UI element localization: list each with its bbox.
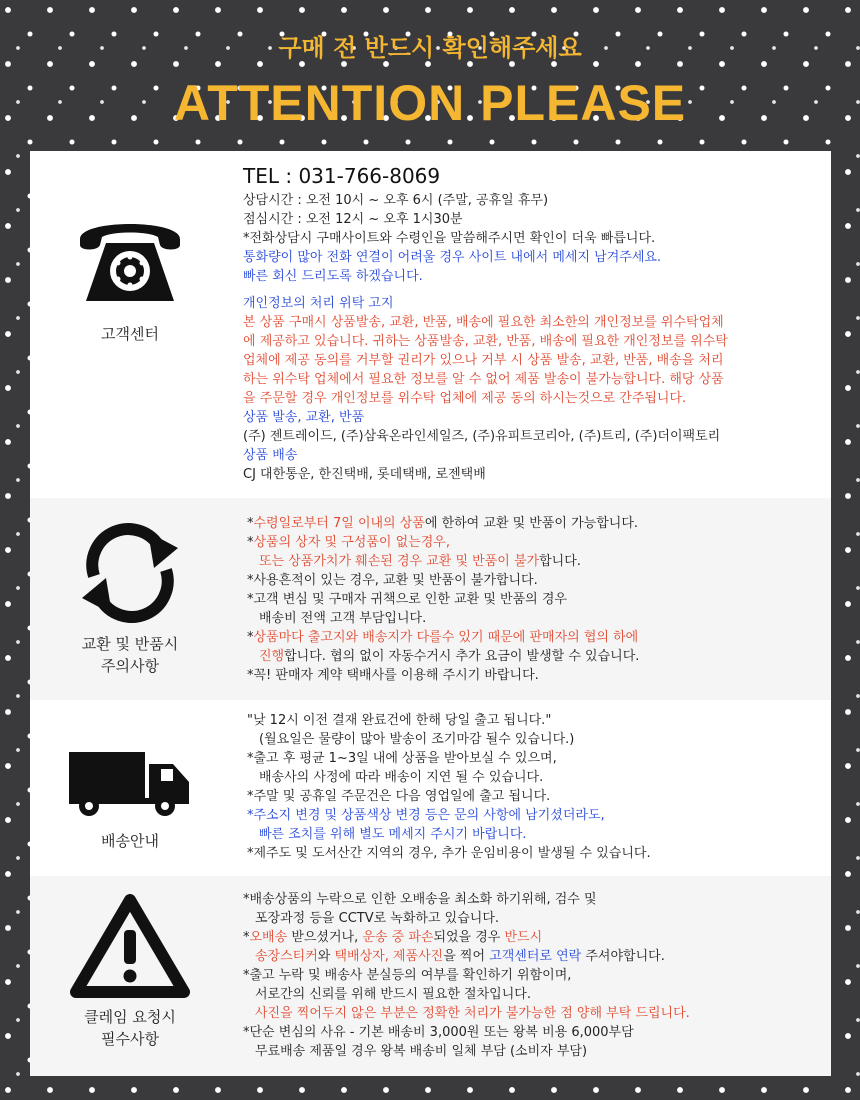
rule-line	[247, 628, 832, 647]
claim-line: 서로간의 신뢰를 위해 반드시 필요한 절차입니다.	[255, 987, 531, 1002]
text-segment: 주셔야합니다.	[581, 949, 665, 964]
claim-label	[30, 1006, 230, 1050]
privacy-line: 에 제공하고 있습니다. 귀하는 상품발송, 교환, 반품, 배송에 필요한 개인정보를 위수탁	[243, 334, 728, 349]
text-segment: 받으셨거나,	[287, 930, 363, 945]
delivery-line: *주말 및 공휴일 주문건은 다음 영업일에 출고 됩니다.	[247, 789, 551, 804]
lunch-hours: 점심시간 : 오전 12시 ~ 오후 1시30분	[243, 212, 463, 227]
delivery-line: 배송사의 사정에 따라 배송이 지연 될 수 있습니다.	[259, 770, 544, 785]
delivery-content	[247, 711, 832, 863]
text-segment: 택배상자, 제품사진	[334, 949, 444, 964]
rule-line	[247, 647, 832, 666]
text-segment: 을 찍어	[443, 949, 490, 964]
rule-line: *꼭! 판매자 계약 택배사를 이용해 주시기 바랍니다.	[247, 668, 539, 683]
text-segment: *	[247, 630, 254, 645]
delivery-companies-title: 상품 배송	[243, 448, 298, 463]
text-segment: 수령일로부터 7일 이내의 상품	[253, 516, 425, 531]
text-segment: 상품마다 출고지와 배송지가 다를수 있기 때문에 판매자의 협의 하에	[253, 630, 639, 645]
delivery-line: *출고 후 평균 1~3일 내에 상품을 받아보실 수 있으며,	[247, 751, 557, 766]
rule-line	[247, 514, 832, 533]
claim-line	[243, 947, 828, 966]
text-segment: 에 한하여 교환 및 반품이 가능합니다.	[424, 516, 639, 531]
header-subtitle: 구매 전 반드시 확인해주세요	[278, 34, 582, 62]
claim-line	[243, 928, 828, 947]
delivery-line: *주소지 변경 및 상품색상 변경 등은 문의 사항에 남기셨더라도,	[247, 808, 605, 823]
rule-line	[247, 552, 832, 571]
claim-line: *단순 변심의 사유 - 기본 배송비 3,000원 또는 왕복 비용 6,000부담	[243, 1025, 634, 1040]
delivery-section	[30, 700, 831, 876]
text-segment: 송장스티커	[255, 949, 318, 964]
privacy-line: 업체에 제공 동의를 거부할 권리가 있으나 거부 시 상품 발송, 교환, 반품, 배송을 처리	[243, 353, 724, 368]
delivery-line: *제주도 및 도서산간 지역의 경우, 추가 운임비용이 발생될 수 있습니다.	[247, 846, 651, 861]
reply-note: 빠른 회신 드리도록 하겠습니다.	[243, 269, 423, 284]
rule-line: *사용흔적이 있는 경우, 교환 및 반품이 불가합니다.	[247, 573, 538, 588]
text-segment: 와	[317, 949, 335, 964]
claim-section	[30, 876, 831, 1076]
delivery-label: 배송안내	[101, 832, 159, 850]
phone-number: TEL : 031-766-8069	[243, 164, 441, 188]
delivery-line: (월요일은 물량이 많아 발송이 조기마감 될수 있습니다.)	[259, 732, 575, 747]
delivery-truck-icon	[30, 748, 230, 822]
consult-hours: 상담시간 : 오전 10시 ~ 오후 6시 (주말, 공휴일 휴무)	[243, 193, 549, 208]
text-segment: *	[247, 535, 254, 550]
rule-line: 배송비 전액 고객 부담입니다.	[259, 611, 427, 626]
telephone-icon	[30, 201, 230, 315]
page-header	[0, 0, 860, 150]
claim-line: *배송상품의 누락으로 인한 오배송을 최소화 하기위해, 검수 및	[243, 892, 597, 907]
text-segment: *	[247, 516, 254, 531]
text-segment: 상품의 상자 및 구성품이 없는경우,	[253, 535, 450, 550]
warning-triangle-icon	[30, 894, 230, 1002]
customer-center-label: 고객센터	[101, 325, 159, 343]
text-segment: *	[243, 930, 250, 945]
exchange-companies: (주) 젠트레이드, (주)삼육온라인세일즈, (주)유피트코리아, (주)트리, (주)더이팩토리	[243, 429, 721, 444]
rule-line: *고객 변심 및 구매자 귀책으로 인한 교환 및 반품의 경우	[247, 592, 567, 607]
rule-line	[247, 533, 832, 552]
delivery-companies: CJ 대한통운, 한진택배, 롯데택배, 로젠택배	[243, 467, 486, 482]
message-note: 통화량이 많아 전화 연결이 어려울 경우 사이트 내에서 메세지 남겨주세요.	[243, 250, 662, 265]
exchange-return-label	[30, 633, 230, 677]
text-segment: 진행	[259, 649, 285, 664]
label-line: 교환 및 반품시	[81, 635, 179, 653]
privacy-line: 하는 위수탁 업체에서 필요한 정보를 알 수 없어 제품 발송이 불가능합니다. 해당 상품	[243, 372, 724, 387]
claim-content	[243, 890, 828, 1061]
customer-center-section	[30, 151, 831, 498]
claim-line: 포장과정 등을 CCTV로 녹화하고 있습니다.	[255, 911, 500, 926]
header-title: ATTENTION PLEASE	[173, 75, 687, 131]
notice-panel	[30, 151, 831, 1076]
text-segment: 반드시	[504, 930, 543, 945]
label-line: 필수사항	[101, 1030, 159, 1048]
label-line: 클레임 요청시	[84, 1008, 176, 1026]
delivery-line: 빠른 조치를 위해 별도 메세지 주시기 바랍니다.	[259, 827, 527, 842]
text-segment: 합니다.	[539, 554, 581, 569]
text-segment: 운송 중 파손	[362, 930, 434, 945]
text-segment: 오배송	[249, 930, 288, 945]
text-segment: 또는 상품가치가 훼손된 경우 교환 및 반품이 불가	[259, 554, 540, 569]
claim-line: 무료배송 제품일 경우 왕복 배송비 일체 부담 (소비자 부담)	[255, 1044, 588, 1059]
text-segment: 되었을 경우	[433, 930, 505, 945]
exchange-return-section	[30, 498, 831, 700]
exchange-companies-title: 상품 발송, 교환, 반품	[243, 410, 365, 425]
privacy-line: 본 상품 구매시 상품발송, 교환, 반품, 배송에 필요한 최소한의 개인정보를 위수탁업체	[243, 315, 724, 330]
exchange-return-content	[247, 514, 832, 685]
text-segment: 합니다. 협의 없이 자동수거시 추가 요금이 발생할 수 있습니다.	[284, 649, 640, 664]
refresh-arrows-icon	[30, 518, 230, 632]
customer-center-content	[243, 163, 828, 484]
text-segment: 고객센터로 연락	[489, 949, 582, 964]
delivery-line: "낮 12시 이전 결재 완료건에 한해 당일 출고 됩니다."	[247, 713, 552, 728]
claim-line: 사진을 찍어두지 않은 부분은 정확한 처리가 불가능한 점 양해 부탁 드립니다.	[255, 1006, 690, 1021]
claim-line: *출고 누락 및 배송사 분실등의 여부를 확인하기 위함이며,	[243, 968, 572, 983]
phone-note: *전화상담시 구매사이트와 수령인을 말씀해주시면 확인이 더욱 빠릅니다.	[243, 231, 656, 246]
label-line: 주의사항	[101, 657, 159, 675]
privacy-line: 을 주문할 경우 개인정보를 위수탁 업체에 제공 동의 하시는것으로 간주됩니다.	[243, 391, 687, 406]
privacy-title: 개인정보의 처리 위탁 고지	[243, 296, 394, 311]
